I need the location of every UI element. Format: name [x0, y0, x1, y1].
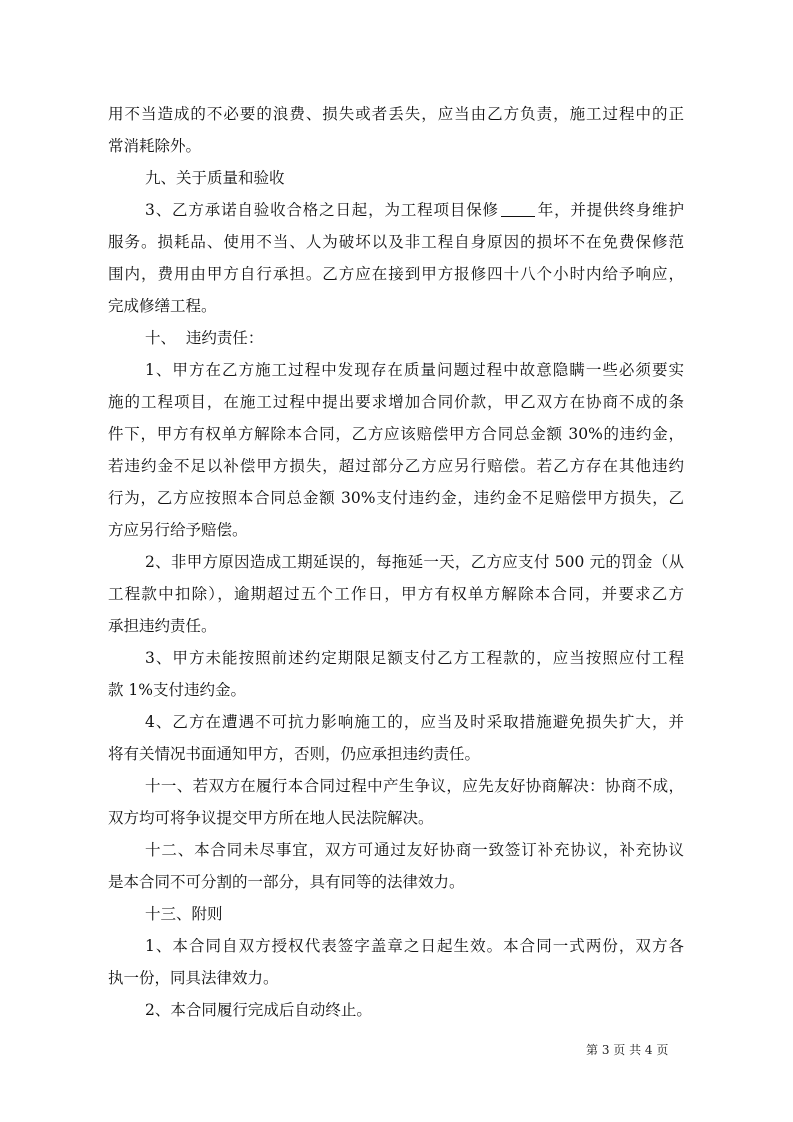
text-line: 件下，甲方有权单方解除本合同，乙方应该赔偿甲方合同总金额 30%的违约金，: [108, 425, 684, 443]
text-line: 款 1%支付违约金。: [108, 681, 247, 699]
text-line: 承担违约责任。: [108, 617, 217, 635]
text-line: 十一、若双方在履行本合同过程中产生争议，应先友好协商解决：协商不成，: [145, 777, 684, 795]
text-line: 4、乙方在遭遇不可抗力影响施工的，应当及时采取措施避免损失扩大，并: [145, 713, 684, 731]
text-line: [108, 194, 684, 226]
text-line: 用不当造成的不必要的浪费、损失或者丢失，应当由乙方负责，施工过程中的正: [108, 105, 684, 123]
section-heading: 十、 违约责任：: [145, 329, 264, 347]
section-heading: 九、关于质量和验收: [145, 169, 285, 187]
text-line: 1、本合同自双方授权代表签字盖章之日起生效。本合同一式两份，双方各: [145, 937, 684, 955]
text-line: 执一份，同具法律效力。: [108, 969, 279, 987]
text-line: 2、本合同履行完成后自动终止。: [145, 1001, 372, 1019]
text-line: 1、甲方在乙方施工过程中发现存在质量问题过程中故意隐瞒一些必须要实: [145, 361, 684, 379]
text-line: 将有关情况书面通知甲方，否则，仍应承担违约责任。: [108, 745, 481, 763]
text-line: 工程款中扣除），逾期超过五个工作日，甲方有权单方解除本合同，并要求乙方: [108, 585, 684, 603]
warranty-clause-end: 年，并提供终身维护: [536, 201, 684, 219]
text-line: 完成修缮工程。: [108, 297, 217, 315]
text-line: 围内，费用由甲方自行承担。乙方应在接到甲方报修四十八个小时内给予响应，: [108, 265, 684, 283]
text-line: 若违约金不足以补偿甲方损失，超过部分乙方应另行赔偿。若乙方存在其他违约: [108, 457, 684, 475]
warranty-years-blank: [501, 200, 535, 217]
text-line: 行为，乙方应按照本合同总金额 30%支付违约金，违约金不足赔偿甲方损失，乙: [108, 489, 684, 507]
warranty-clause-start: 3、乙方承诺自验收合格之日起，为工程项目保修: [145, 201, 499, 219]
page-number: 第 3 页 共 4 页: [586, 1043, 669, 1057]
text-line: 方应另行给予赔偿。: [108, 521, 248, 539]
text-line: 常消耗除外。: [108, 137, 202, 155]
text-line: 十二、本合同未尽事宜，双方可通过友好协商一致签订补充协议，补充协议: [145, 841, 684, 859]
text-line: 是本合同不可分割的一部分，具有同等的法律效力。: [108, 873, 465, 891]
text-line: 双方均可将争议提交甲方所在地人民法院解决。: [108, 809, 434, 827]
text-line: 3、甲方未能按照前述约定期限足额支付乙方工程款的，应当按照应付工程: [145, 649, 684, 667]
text-line: 2、非甲方原因造成工期延误的，每拖延一天，乙方应支付 500 元的罚金（从: [145, 553, 684, 571]
text-line: 服务。损耗品、使用不当、人为破坏以及非工程自身原因的损坏不在免费保修范: [108, 233, 684, 251]
section-heading: 十三、附则: [145, 905, 223, 923]
text-line: 施的工程项目，在施工过程中提出要求增加合同价款，甲乙双方在协商不成的条: [108, 393, 684, 411]
contract-body: [108, 98, 684, 1026]
